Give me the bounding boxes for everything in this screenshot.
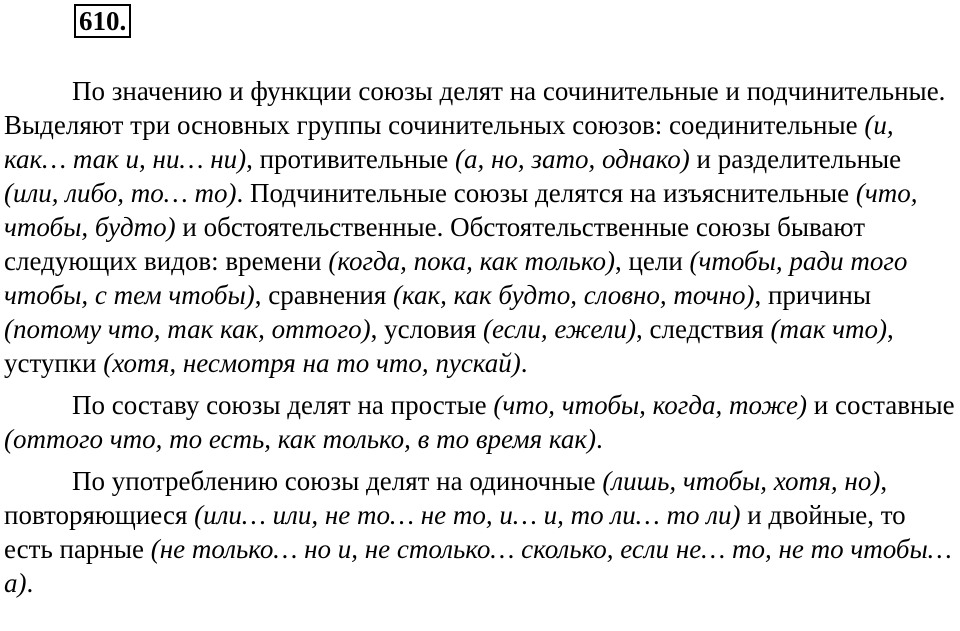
example-conjunctions: (оттого что, то есть, как только, в то время как) — [4, 424, 596, 454]
example-conjunctions: (что, чтобы, будто) — [4, 178, 918, 242]
paragraph-text: и составные — [807, 390, 955, 420]
paragraph-text: , причины — [754, 280, 872, 310]
paragraph-text: и обстоятельственные. Обстоятельственные союзы бывают следующих видов: времени — [4, 212, 865, 276]
paragraph-text: , противительные — [246, 144, 456, 174]
paragraph-text: , условия — [370, 314, 483, 344]
paragraph — [4, 464, 960, 600]
paragraph-text: . — [595, 424, 603, 454]
paragraph-text: . Подчинительные союзы делятся на изъяснительные — [236, 178, 856, 208]
paragraph-text: и разделительные — [689, 144, 902, 174]
paragraph-text: По значению и функции союзы делят на сочинительные и подчинительные. Выделяют три основных группы сочинительных союзов: соединительные — [4, 76, 946, 140]
example-conjunctions: (так что) — [770, 314, 888, 344]
paragraph-text: . — [520, 348, 528, 378]
example-conjunctions: (чтобы, ради того чтобы, с тем чтобы) — [4, 246, 908, 310]
example-conjunctions: (и, как… так и, ни… ни) — [4, 110, 894, 174]
paragraph-text: , цели — [614, 246, 690, 276]
paragraph-text: , уступки — [4, 314, 894, 378]
paragraph — [4, 388, 960, 456]
example-conjunctions: (или… или, не то… не то, и… и, то ли… то ли) — [194, 500, 741, 530]
paragraph-text: . — [26, 568, 34, 598]
example-conjunctions: (что, чтобы, когда, тоже) — [493, 390, 808, 420]
exercise-number: 610. — [74, 4, 131, 38]
example-conjunctions: (когда, пока, как только) — [328, 246, 615, 276]
paragraph-text: , следствия — [635, 314, 771, 344]
example-conjunctions: (не только… но и, не столько… сколько, если не… то, не то чтобы… а) — [4, 534, 952, 598]
example-conjunctions: (если, ежели) — [482, 314, 636, 344]
example-conjunctions: (хотя, несмотря на то что, пускай) — [103, 348, 521, 378]
paragraph-text: По употреблению союзы делят на одиночные — [72, 466, 603, 496]
example-conjunctions: (как, как будто, словно, точно) — [393, 280, 755, 310]
example-conjunctions: (потому что, так как, оттого) — [4, 314, 371, 344]
exercise-text — [4, 74, 960, 600]
example-conjunctions: (а, но, зато, однако) — [455, 144, 690, 174]
paragraph-text: , сравнения — [254, 280, 394, 310]
paragraph-text: По составу союзы делят на простые — [72, 390, 494, 420]
paragraph — [4, 74, 960, 380]
example-conjunctions: (или, либо, то… то) — [4, 178, 237, 208]
paragraph-text: и двойные, то есть парные — [4, 500, 906, 564]
paragraph-text: , повторяющиеся — [4, 466, 888, 530]
example-conjunctions: (лишь, чтобы, хотя, но) — [602, 466, 881, 496]
